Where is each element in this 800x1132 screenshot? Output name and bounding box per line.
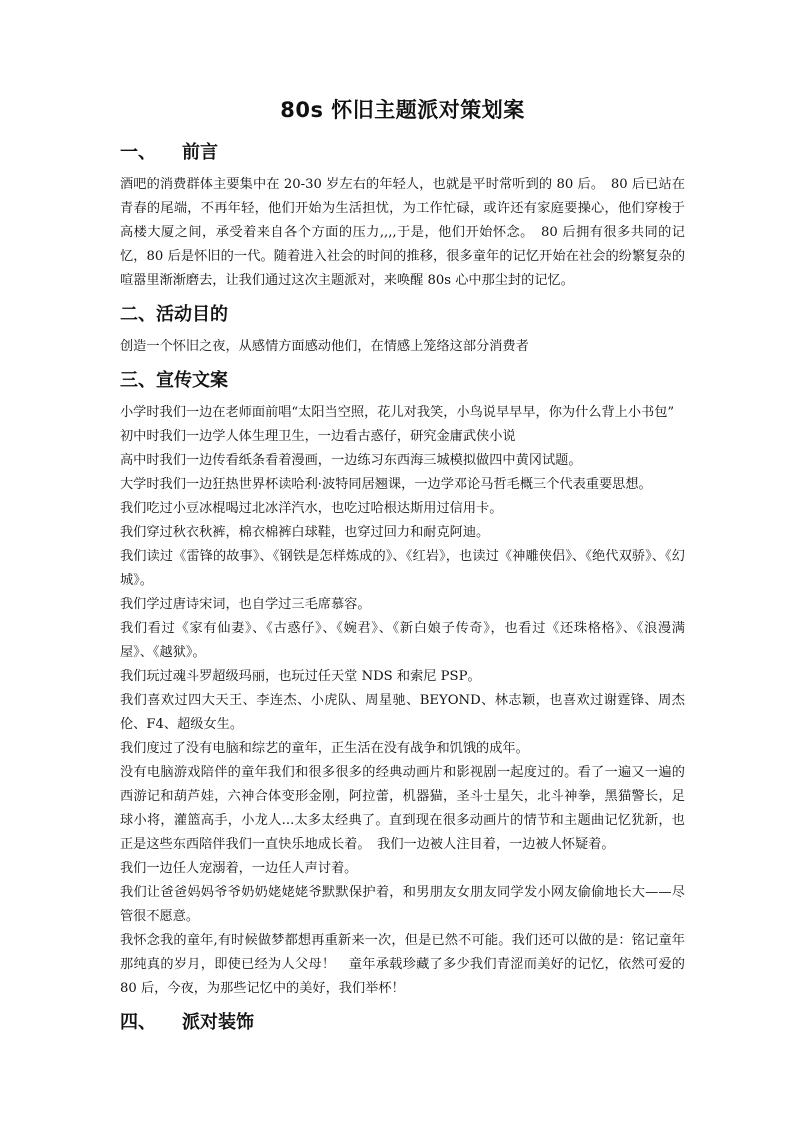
copy-line: 我们喜欢过四大天王、李连杰、小虎队、周星驰、BEYOND、林志颖，也喜欢过谢霆锋、周杰伦、F4、超级女生。 (120, 693, 685, 732)
copy-line: 我们看过《家有仙妻》、《古惑仔》、《婉君》、《新白娘子传奇》，也看过《还珠格格》、《浪漫满屋》、《越狱》。 (120, 621, 685, 660)
copy-line: 初中时我们一边学人体生理卫生，一边看古惑仔，研究金庸武侠小说 (120, 429, 516, 444)
copy-line: 我们学过唐诗宋词，也自学过三毛席慕容。 (120, 597, 371, 612)
copy-line: 我们一边任人宠溺着，一边任人声讨着。 (120, 861, 358, 876)
copy-line: 小学时我们一边在老师面前唱“太阳当空照，花儿对我笑，小鸟说早早早，你为什么背上小书包” (120, 405, 675, 420)
section-heading-preface (120, 139, 685, 167)
copy-line: 我们吃过小豆冰棍喝过北冰洋汽水，也吃过哈根达斯用过信用卡。 (120, 501, 503, 516)
section-title: 活动目的 (156, 304, 228, 325)
document-page (120, 95, 685, 1043)
copy-line: 我们穿过秋衣秋裤，棉衣棉裤白球鞋，也穿过回力和耐克阿迪。 (120, 525, 490, 540)
copy-line: 没有电脑游戏陪伴的童年我们和很多很多的经典动画片和影视剧一起度过的。看了一遍又一遍的西游记和葫芦娃，六神合体变形金刚，阿拉蕾，机器猫，圣斗士星矢，北斗神拳，黑猫警长，足球小将，灌篮高手，小龙人...太多太经典了。直到现在很多动画片的情节和主题曲记忆犹新，也正是这些东西陪伴我们一直快乐地成长着。 我们一边被人注目着，一边被人怀疑着。 (120, 765, 685, 852)
copy-line: 我们读过《雷锋的故事》、《钢铁是怎样炼成的》、《红岩》，也读过《神雕侠侣》、《绝代双骄》、《幻城》。 (120, 549, 685, 588)
section-number: 三、 (120, 370, 156, 391)
copy-line: 我怀念我的童年,有时候做梦都想再重新来一次，但是已然不可能。我们还可以做的是：铭记童年那纯真的岁月，即使已经为人父母！ 童年承载珍藏了多少我们青涩而美好的记忆，依然可爱的 80 后，今夜，为那些记忆中的美好，我们举杯！ (120, 933, 685, 996)
document-title: 80s 怀旧主题派对策划案 (280, 98, 525, 122)
copy-line: 我们玩过魂斗罗超级玛丽，也玩过任天堂 NDS 和索尼 PSP。 (120, 669, 481, 684)
copy-line: 大学时我们一边狂热世界杯读哈利·波特同居翘课，一边学邓论马哲毛概三个代表重要思想。 (120, 477, 652, 492)
section-heading-purpose (120, 301, 685, 329)
copy-line: 高中时我们一边传看纸条看着漫画，一边练习东西海三城模拟做四中黄冈试题。 (120, 453, 582, 468)
section-number: 二、 (120, 304, 156, 325)
paragraph: 创造一个怀旧之夜，从感情方面感动他们，在情感上笼络这部分消费者 (120, 339, 529, 354)
section-heading-copywriting (120, 367, 685, 395)
section-number: 四、 (120, 1012, 156, 1033)
copy-line: 我们让爸爸妈妈爷爷奶奶姥姥姥爷默默保护着，和男朋友女朋友同学发小网友偷偷地长大——尽管很不愿意。 (120, 885, 685, 924)
section-title: 宣传文案 (156, 370, 228, 391)
section-heading-decoration (120, 1009, 685, 1037)
copy-line: 我们度过了没有电脑和综艺的童年，正生活在没有战争和饥饿的成年。 (120, 741, 529, 756)
paragraph: 酒吧的消费群体主要集中在 20-30 岁左右的年轻人，也就是平时常听到的 80 后。 80 后已站在青春的尾端，不再年轻，他们开始为生活担忧，为工作忙碌，或许还有家庭要操心，他们穿梭于高楼大厦之间，承受着来自各个方面的压力,,,,于是，他们开始怀念。 80 后拥有很多共同的记忆，80 后是怀旧的一代。随着进入社会的时间的推移，很多童年的记忆开始在社会的纷繁复杂的喧嚣里渐渐磨去，让我们通过这次主题派对，来唤醒 80s 心中那尘封的记忆。 (120, 177, 685, 288)
section-number: 一、 (120, 142, 156, 163)
section-title: 派对装饰 (182, 1012, 254, 1033)
section-title: 前言 (182, 142, 218, 163)
